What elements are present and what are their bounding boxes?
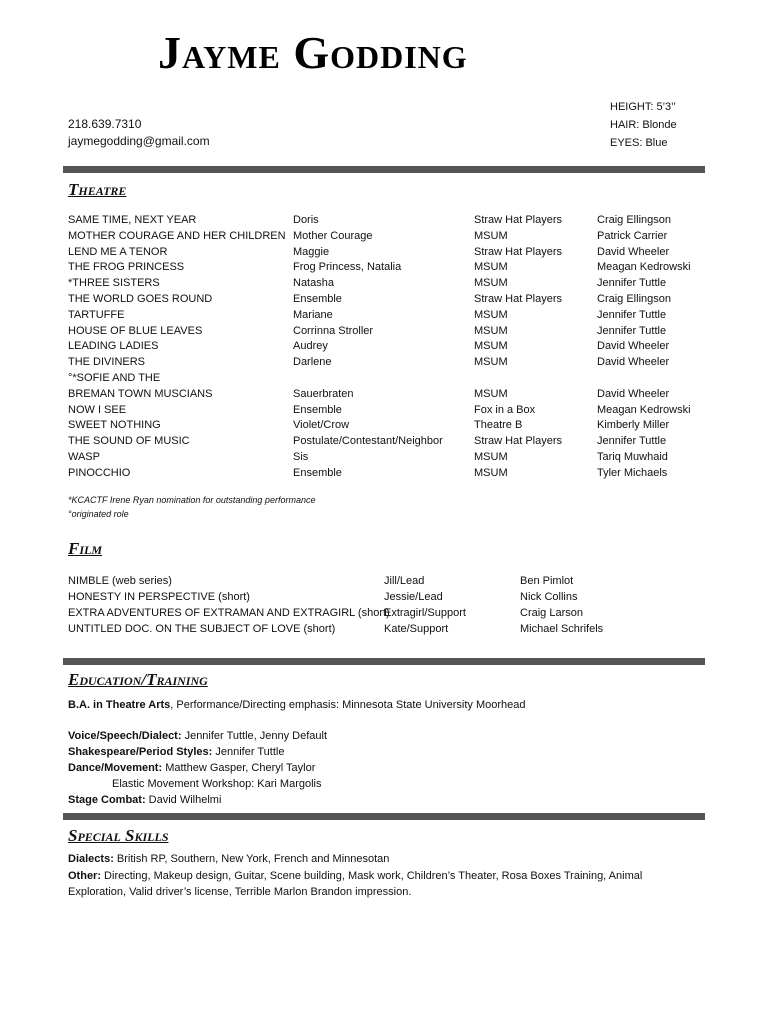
credit-title: LEADING LADIES xyxy=(68,340,159,353)
credit-role: Doris xyxy=(293,214,319,226)
credit-title: WASP xyxy=(68,451,100,463)
credit-director: Craig Ellingson xyxy=(597,214,671,226)
credit-director: David Wheeler xyxy=(597,387,670,400)
hair-label: HAIR: xyxy=(610,119,640,131)
film-director: Craig Larson xyxy=(520,607,583,619)
film-credit-row xyxy=(0,605,768,621)
credit-role: Ensemble xyxy=(293,403,342,416)
credit-role: Sauerbraten xyxy=(293,387,354,400)
credit-company: MSUM xyxy=(474,229,508,242)
credit-company: Theatre B xyxy=(474,419,523,432)
nomination-note: *KCACTF Irene Ryan nomination for outstanding performance xyxy=(68,495,316,505)
hair-stat xyxy=(610,116,677,134)
originated-note: °originated role xyxy=(68,509,129,519)
credit-title: MOTHER COURAGE AND HER CHILDREN xyxy=(68,229,286,242)
other-line-continued: Exploration, Valid driver’s license, Terrible Marlon Brandon impression. xyxy=(68,886,412,898)
credit-role: Sis xyxy=(293,451,309,463)
dialects-text: British RP, Southern, New York, French and Minnesotan xyxy=(113,853,390,865)
credit-director: Jennifer Tuttle xyxy=(597,277,667,290)
credit-title: HOUSE OF BLUE LEAVES xyxy=(68,324,203,337)
other-text: Directing, Makeup design, Guitar, Scene building, Mask work, Children’s Theater, Rosa Boxes Training, Animal xyxy=(101,870,643,882)
theatre-credit-row xyxy=(0,402,768,418)
credit-company: MSUM xyxy=(474,387,508,400)
credit-role: Violet/Crow xyxy=(293,419,350,432)
film-credit-row xyxy=(0,589,768,605)
film-role: Jill/Lead xyxy=(384,575,425,587)
credit-company: MSUM xyxy=(474,277,508,290)
actor-name: Jayme Godding xyxy=(158,27,468,78)
email-address: jaymegodding@gmail.com xyxy=(68,134,210,148)
credit-title: SWEET NOTHING xyxy=(68,419,161,432)
credit-company: Fox in a Box xyxy=(474,403,536,416)
credit-company: Straw Hat Players xyxy=(474,214,563,226)
theatre-credit-row xyxy=(0,449,768,465)
shakespeare-line xyxy=(68,744,284,760)
credit-director: Tariq Muwhaid xyxy=(597,451,668,463)
shakespeare-label: Shakespeare/Period Styles: xyxy=(68,746,213,758)
credit-role: Postulate/Contestant/Neighbor xyxy=(293,435,443,448)
credit-role: Mariane xyxy=(293,308,333,321)
credit-director: Jennifer Tuttle xyxy=(597,324,667,337)
credit-title: THE FROG PRINCESS xyxy=(68,261,185,274)
credit-company: MSUM xyxy=(474,324,508,337)
theatre-credit-row xyxy=(0,465,768,481)
credit-director: David Wheeler xyxy=(597,340,670,353)
degree-label: B.A. in Theatre Arts xyxy=(68,699,171,711)
credit-director: Patrick Carrier xyxy=(597,229,668,242)
credit-director: Jennifer Tuttle xyxy=(597,308,667,321)
credit-company: MSUM xyxy=(474,451,508,463)
film-title: EXTRA ADVENTURES OF EXTRAMAN AND EXTRAGIRL (short) xyxy=(68,607,390,619)
theatre-credit-row xyxy=(0,354,768,370)
credit-title: THE DIVINERS xyxy=(68,356,146,369)
credit-title: TARTUFFE xyxy=(68,308,125,321)
theatre-credit-row xyxy=(0,259,768,275)
dialects-label: Dialects: xyxy=(68,853,114,865)
film-title: HONESTY IN PERSPECTIVE (short) xyxy=(68,591,250,603)
combat-label: Stage Combat: xyxy=(68,794,146,806)
dance-text: Matthew Gasper, Cheryl Taylor xyxy=(162,762,316,774)
theatre-credit-row xyxy=(0,291,768,307)
film-credit-row xyxy=(0,573,768,589)
degree-line xyxy=(68,697,526,713)
film-role: Kate/Support xyxy=(384,623,449,635)
elastic-line: Elastic Movement Workshop: Kari Margolis xyxy=(112,778,322,790)
credit-director: Meagan Kedrowski xyxy=(597,261,691,274)
credit-company: MSUM xyxy=(474,308,508,321)
credit-title: SAME TIME, NEXT YEAR xyxy=(68,214,197,226)
theatre-credit-row xyxy=(0,275,768,291)
eyes-value: Blue xyxy=(645,137,668,149)
credit-role: Ensemble xyxy=(293,293,342,305)
section-divider xyxy=(63,813,705,820)
credit-title: THE SOUND OF MUSIC xyxy=(68,435,190,448)
dialects-line xyxy=(68,851,389,867)
section-divider xyxy=(63,166,705,173)
eyes-label: EYES: xyxy=(610,137,643,149)
credit-role: Darlene xyxy=(293,356,332,369)
credit-role: Natasha xyxy=(293,277,334,290)
film-director: Nick Collins xyxy=(520,591,578,603)
credit-role: Frog Princess, Natalia xyxy=(293,261,402,274)
theatre-credit-row xyxy=(0,433,768,449)
dance-label: Dance/Movement: xyxy=(68,762,163,774)
credit-title: LEND ME A TENOR xyxy=(68,245,168,258)
theatre-credit-row xyxy=(0,370,768,386)
credit-company: MSUM xyxy=(474,340,508,353)
combat-text: David Wilhelmi xyxy=(145,794,222,806)
eyes-stat xyxy=(610,134,677,152)
degree-text: , Performance/Directing emphasis: Minnesota State University Moorhead xyxy=(170,699,526,711)
combat-line xyxy=(68,792,221,808)
credit-director: Meagan Kedrowski xyxy=(597,403,691,416)
credit-title: THE WORLD GOES ROUND xyxy=(68,293,213,305)
film-director: Ben Pimlot xyxy=(520,575,574,587)
credit-director: Jennifer Tuttle xyxy=(597,435,667,448)
theatre-credit-row xyxy=(0,307,768,323)
credit-company: MSUM xyxy=(474,356,508,369)
voice-line xyxy=(68,728,327,744)
credit-title: °*SOFIE AND THE xyxy=(68,372,161,384)
other-label: Other: xyxy=(68,870,101,882)
credit-role: Mother Courage xyxy=(293,229,373,242)
section-divider xyxy=(63,658,705,665)
shakespeare-text: Jennifer Tuttle xyxy=(212,746,285,758)
credit-company: MSUM xyxy=(474,466,508,479)
film-heading: Film xyxy=(68,539,103,558)
film-title: NIMBLE (web series) xyxy=(68,575,172,587)
credit-role: Audrey xyxy=(293,340,328,353)
theatre-credit-row xyxy=(0,386,768,402)
credit-company: Straw Hat Players xyxy=(474,293,563,305)
height-stat: HEIGHT: 5’3’’ xyxy=(610,101,676,113)
credit-director: Tyler Michaels xyxy=(597,466,668,479)
contact-info xyxy=(68,116,210,150)
skills-heading: Special Skills xyxy=(68,826,169,845)
credit-title: NOW I SEE xyxy=(68,403,127,416)
credit-title: BREMAN TOWN MUSCIANS xyxy=(68,387,213,400)
credit-company: Straw Hat Players xyxy=(474,245,563,258)
credit-role: Maggie xyxy=(293,245,330,258)
film-director: Michael Schrifels xyxy=(520,623,604,635)
credit-director: David Wheeler xyxy=(597,356,670,369)
theatre-credit-row xyxy=(0,323,768,339)
film-credit-row xyxy=(0,621,768,637)
credit-director: Kimberly Miller xyxy=(597,419,670,432)
voice-label: Voice/Speech/Dialect: xyxy=(68,730,182,742)
credit-director: David Wheeler xyxy=(597,245,670,258)
credit-director: Craig Ellingson xyxy=(597,293,671,305)
dance-line xyxy=(68,760,315,776)
film-title: UNTITLED DOC. ON THE SUBJECT OF LOVE (short) xyxy=(68,623,336,635)
theatre-heading: Theatre xyxy=(68,180,127,199)
education-heading: Education/Training xyxy=(68,670,208,689)
physical-stats xyxy=(610,98,677,152)
credit-role: Corrinna Stroller xyxy=(293,324,374,337)
theatre-credit-row xyxy=(0,417,768,433)
credit-company: MSUM xyxy=(474,261,508,274)
credit-title: PINOCCHIO xyxy=(68,466,131,479)
theatre-credit-row xyxy=(0,338,768,354)
theatre-credit-row xyxy=(0,228,768,244)
theatre-credit-row xyxy=(0,244,768,260)
hair-value: Blonde xyxy=(642,119,677,131)
film-role: Extragirl/Support xyxy=(384,607,466,619)
phone-number: 218.639.7310 xyxy=(68,117,142,131)
credit-company: Straw Hat Players xyxy=(474,435,563,448)
voice-text: Jennifer Tuttle, Jenny Default xyxy=(181,730,328,742)
credit-title: *THREE SISTERS xyxy=(68,277,160,290)
other-line xyxy=(68,868,642,884)
credit-role: Ensemble xyxy=(293,466,342,479)
film-role: Jessie/Lead xyxy=(384,591,443,603)
theatre-credit-row xyxy=(0,212,768,228)
